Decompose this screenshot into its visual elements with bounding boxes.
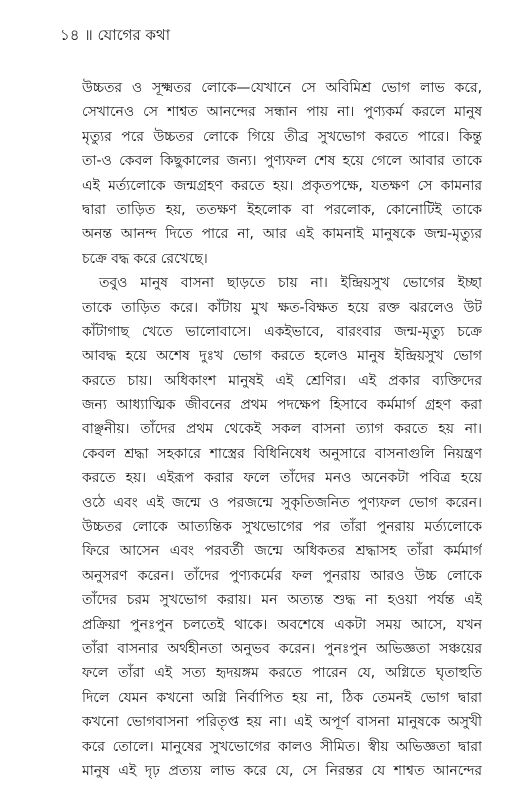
text-line: কেবল শ্রদ্ধা সহকারে শাস্ত্রের বিধিনিষেধ অনুসারে বাসনাগুলি নিয়ন্ত্রণ [82, 445, 482, 462]
text-line: করতে চায়। অধিকাংশ মানুষই এই শ্রেণির। এই প্রকার ব্যক্তিদের [82, 372, 482, 389]
text-line: তাকে তাড়িত করে। কাঁটায় মুখ ক্ষত-বিক্ষত হয়ে রক্ত ঝরলেও উট [82, 299, 482, 316]
text-line: মানুষ এই দৃঢ় প্রত্যয় লাভ করে যে, সে নিরন্তর যে শাশ্বত আনন্দের [82, 762, 482, 779]
chapter-title: যোগের কথা [97, 26, 171, 44]
paragraph [82, 76, 482, 271]
text-line: তাঁদের চরম সুখভোগ করায়। মন অত্যন্ত শুদ্ধ না হওয়া পর্যন্ত এই [82, 592, 482, 609]
text-line: এই মর্ত্যলোকে জন্মগ্রহণ করতে হয়। প্রকৃতপক্ষে, যতক্ষণ সে কামনার [82, 177, 482, 194]
text-line: তবুও মানুষ বাসনা ছাড়তে চায় না। ইন্দ্রিয়সুখ ভোগের ইচ্ছা [99, 275, 482, 292]
text-line: প্রক্রিয়া পুনঃপুন চলতেই থাকে। অবশেষে একটা সময় আসে, যখন [82, 616, 482, 633]
text-line: দ্বারা তাড়িত হয়, ততক্ষণ ইহলোক বা পরলোক, কোনোটিই তাকে [82, 201, 482, 218]
text-line: বাঞ্ছনীয়। তাঁদের প্রথম থেকেই সকল বাসনা ত্যাগ করতে হয় না। [82, 421, 482, 438]
text-line: অনুসরণ করেন। তাঁদের পুণ্যকর্মের ফল পুনরায় আরও উচ্চ লোকে [82, 567, 482, 584]
text-line: তা-ও কেবল কিছুকালের জন্য। পুণ্যফল শেষ হয়ে গেলে আবার তাকে [82, 153, 482, 170]
running-head [60, 25, 170, 45]
text-line: ফিরে আসেন এবং পরবর্তী জন্মে অধিকতর শ্রদ্ধাসহ তাঁরা কর্মমার্গ [82, 543, 482, 560]
text-line: ওঠে এবং এই জন্মে ও পরজন্মে সুকৃতিজনিত পুণ্যফল ভোগ করেন। [82, 494, 482, 511]
text-line: চক্রে বদ্ধ করে রেখেছে। [82, 250, 208, 267]
text-line: তাঁরা বাসনার অর্থহীনতা অনুভব করেন। পুনঃপুন অভিজ্ঞতা সঞ্চয়ের [82, 640, 482, 657]
text-line: আবদ্ধ হয়ে অশেষ দুঃখ ভোগ করতে হলেও মানুষ ইন্দ্রিয়সুখ ভোগ [82, 348, 482, 365]
text-line: ফলে তাঁরা এই সত্য হৃদয়ঙ্গম করতে পারেন যে, অগ্নিতে ঘৃতাহুতি [82, 665, 482, 682]
text-line: মৃত্যুর পরে উচ্চতর লোকে গিয়ে তীব্র সুখভোগ করতে পারে। কিন্তু [82, 128, 482, 145]
text-line: জন্য আধ্যাত্মিক জীবনের প্রথম পদক্ষেপ হিসাবে কর্মমার্গ গ্রহণ করা [82, 397, 482, 414]
text-line: সেখানেও সে শাশ্বত আনন্দের সন্ধান পায় না। পুণ্যকর্ম করলে মানুষ [82, 104, 482, 121]
text-line: করে তোলে। মানুষের সুখভোগের কালও সীমিত। স্বীয় অভিজ্ঞতা দ্বারা [82, 738, 482, 755]
separator: ॥ [84, 26, 93, 44]
text-line: কাঁটাগাছ খেতে ভালোবাসে। একইভাবে, বারংবার জন্ম-মৃত্যু চক্রে [82, 323, 482, 340]
text-line: উচ্চতর লোকে আত্যন্তিক সুখভোগের পর তাঁরা পুনরায় মর্ত্যলোকে [82, 519, 482, 536]
text-line: অনন্ত আনন্দ দিতে পারে না, আর এই কামনাই মানুষকে জন্ম-মৃত্যুর [82, 226, 482, 243]
text-line: উচ্চতর ও সূক্ষ্মতর লোকে—যেখানে সে অবিমিশ্র ভোগ লাভ করে, [82, 80, 482, 96]
page-number: ১৪ [60, 26, 80, 44]
paragraph [82, 271, 482, 783]
text-line: করতে হয়। এইরূপ করার ফলে তাঁদের মনও অনেকটা পবিত্র হয়ে [82, 470, 482, 487]
body-text [82, 76, 482, 783]
text-line: দিলে যেমন কখনো অগ্নি নির্বাপিত হয় না, ঠিক তেমনই ভোগ দ্বারা [82, 689, 482, 706]
text-line: কখনো ভোগবাসনা পরিতৃপ্ত হয় না। এই অপূর্ণ বাসনা মানুষকে অসুখী [82, 714, 482, 731]
